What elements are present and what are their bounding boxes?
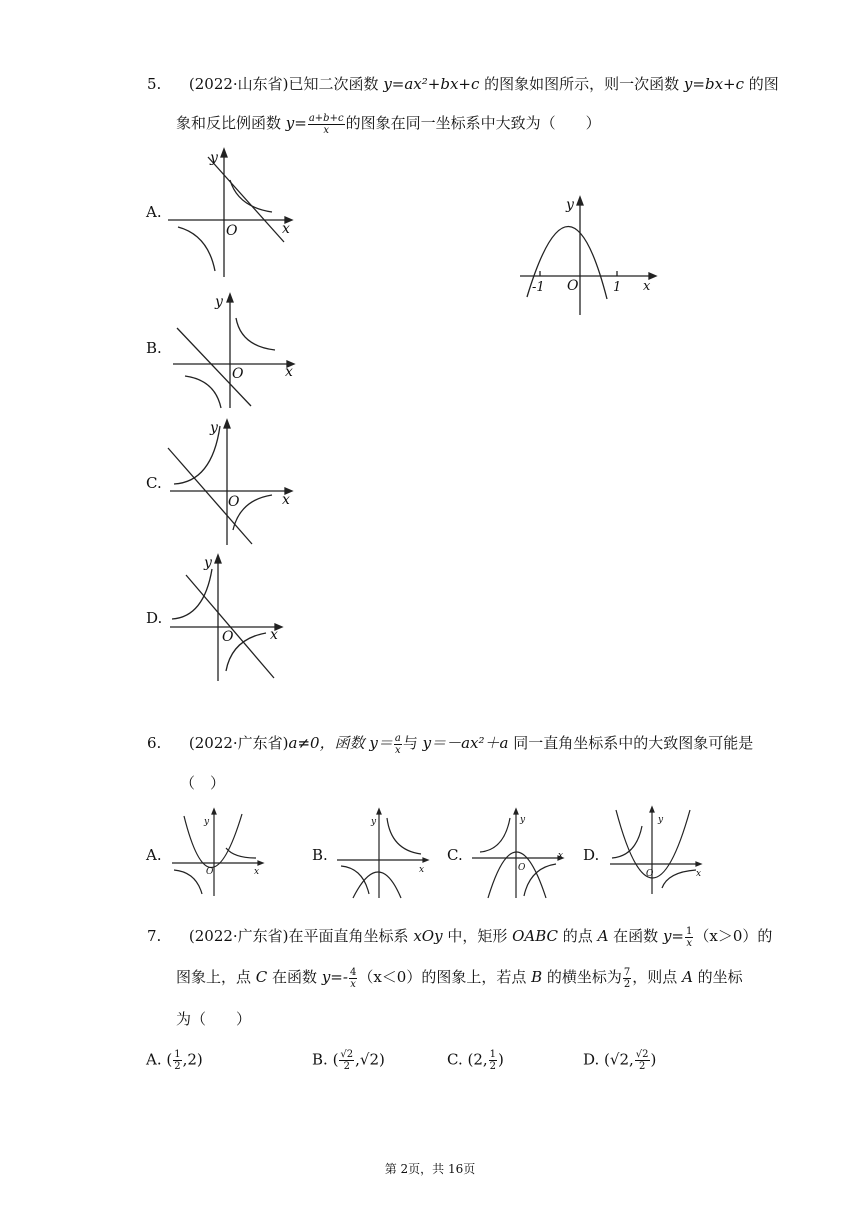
svg-text:O: O [222,629,234,645]
svg-text:x: x [254,867,260,877]
svg-text:O: O [206,867,214,877]
q7-option-d[interactable]: D. (√2, $\frac{√2}{2}$ ) [583,1049,657,1072]
q7-option-b[interactable]: B. ( $\frac{√2}{2}$ ,√2) [312,1049,385,1072]
x-axis-label: x [282,221,290,237]
svg-text:y: y [215,294,223,310]
svg-text:x: x [285,364,293,380]
svg-text:O: O [646,869,654,879]
q6-graph-c [470,808,570,900]
q6-graph-a [170,808,265,898]
question-6-line-1: 6. (2022·广东省)a≠0，函数 y＝ $\frac{a}{x}$ 与 y＝－ax²＋a 同一直角坐标系中的大致图象可能是 [147,732,754,756]
svg-text:y: y [520,815,526,825]
svg-text:O: O [228,494,240,510]
tick-label-neg1: -1 [532,280,545,295]
question-5-line-2: 象和反比例函数 y= $\frac{a+b+c}{x}$ 的图象在同一坐标系中大致为（ ） [176,112,601,136]
origin-label: O [226,223,238,239]
question-7-line-3: 为（ ） [176,1010,252,1028]
page-footer: 第 2页，共 16页 [384,1162,476,1176]
option-d-label[interactable]: D. [146,609,163,627]
graph-option-a [160,145,300,280]
q6-graph-d [606,806,706,898]
graph-option-d [160,553,300,683]
question-7-line-1: 7. (2022·广东省)在平面直角坐标系 xOy 中，矩形 OABC 的点 A 在函数 y= $\frac{1}{x}$ （x＞0）的 [147,925,773,949]
q6-option-a-label[interactable]: A. [146,846,162,864]
q7-option-a[interactable]: A. ( $\frac{1}{2}$ ,2) [146,1049,203,1072]
svg-text:x: x [282,492,290,508]
svg-text:y: y [566,197,574,213]
fraction: $\frac{a+b+c}{x}$ [308,112,344,136]
question-source: (2022·山东省) [188,75,289,93]
tick-label-1: 1 [613,280,622,295]
svg-text:y: y [204,555,212,571]
svg-text:O: O [232,366,244,382]
question-5-line-1: 5. (2022·山东省)已知二次函数 y=ax²+bx+c 的图象如图所示，则一次函数 y=bx+c 的图 [147,75,779,93]
question-7-line-2: 图象上，点 C 在函数 y=- $\frac{4}{x}$ （x＜0）的图象上，若点 B 的横坐标为 $\frac{7}{2}$ ，则点 A 的坐标 [176,966,743,990]
option-b-label[interactable]: B. [146,339,162,357]
graph-option-b [165,288,305,413]
svg-text:x: x [558,851,564,861]
svg-text:x: x [643,279,651,294]
svg-text:O: O [567,278,579,294]
y-axis-label: y [210,150,218,166]
question-6-paren: （ ） [180,774,226,792]
svg-text:y: y [210,420,218,436]
svg-text:x: x [419,865,425,875]
svg-text:y: y [371,817,377,827]
q6-graph-b [335,808,430,900]
q7-option-c[interactable]: C. (2, $\frac{1}{2}$ ) [447,1049,504,1072]
reference-parabola-graph [515,195,665,320]
quadratic-function: y=ax²+bx+c [383,75,480,93]
graph-option-c [160,418,300,548]
svg-text:x: x [696,869,702,879]
svg-text:y: y [658,815,664,825]
option-a-label[interactable]: A. [146,203,162,221]
question-number: 5. [147,75,162,93]
q6-option-c-label[interactable]: C. [447,846,463,864]
svg-text:y: y [204,817,210,827]
q6-option-d-label[interactable]: D. [583,846,600,864]
option-c-label[interactable]: C. [146,474,162,492]
q6-option-b-label[interactable]: B. [312,846,328,864]
svg-text:O: O [518,863,526,873]
svg-text:x: x [270,627,278,643]
linear-function: y=bx+c [683,75,744,93]
